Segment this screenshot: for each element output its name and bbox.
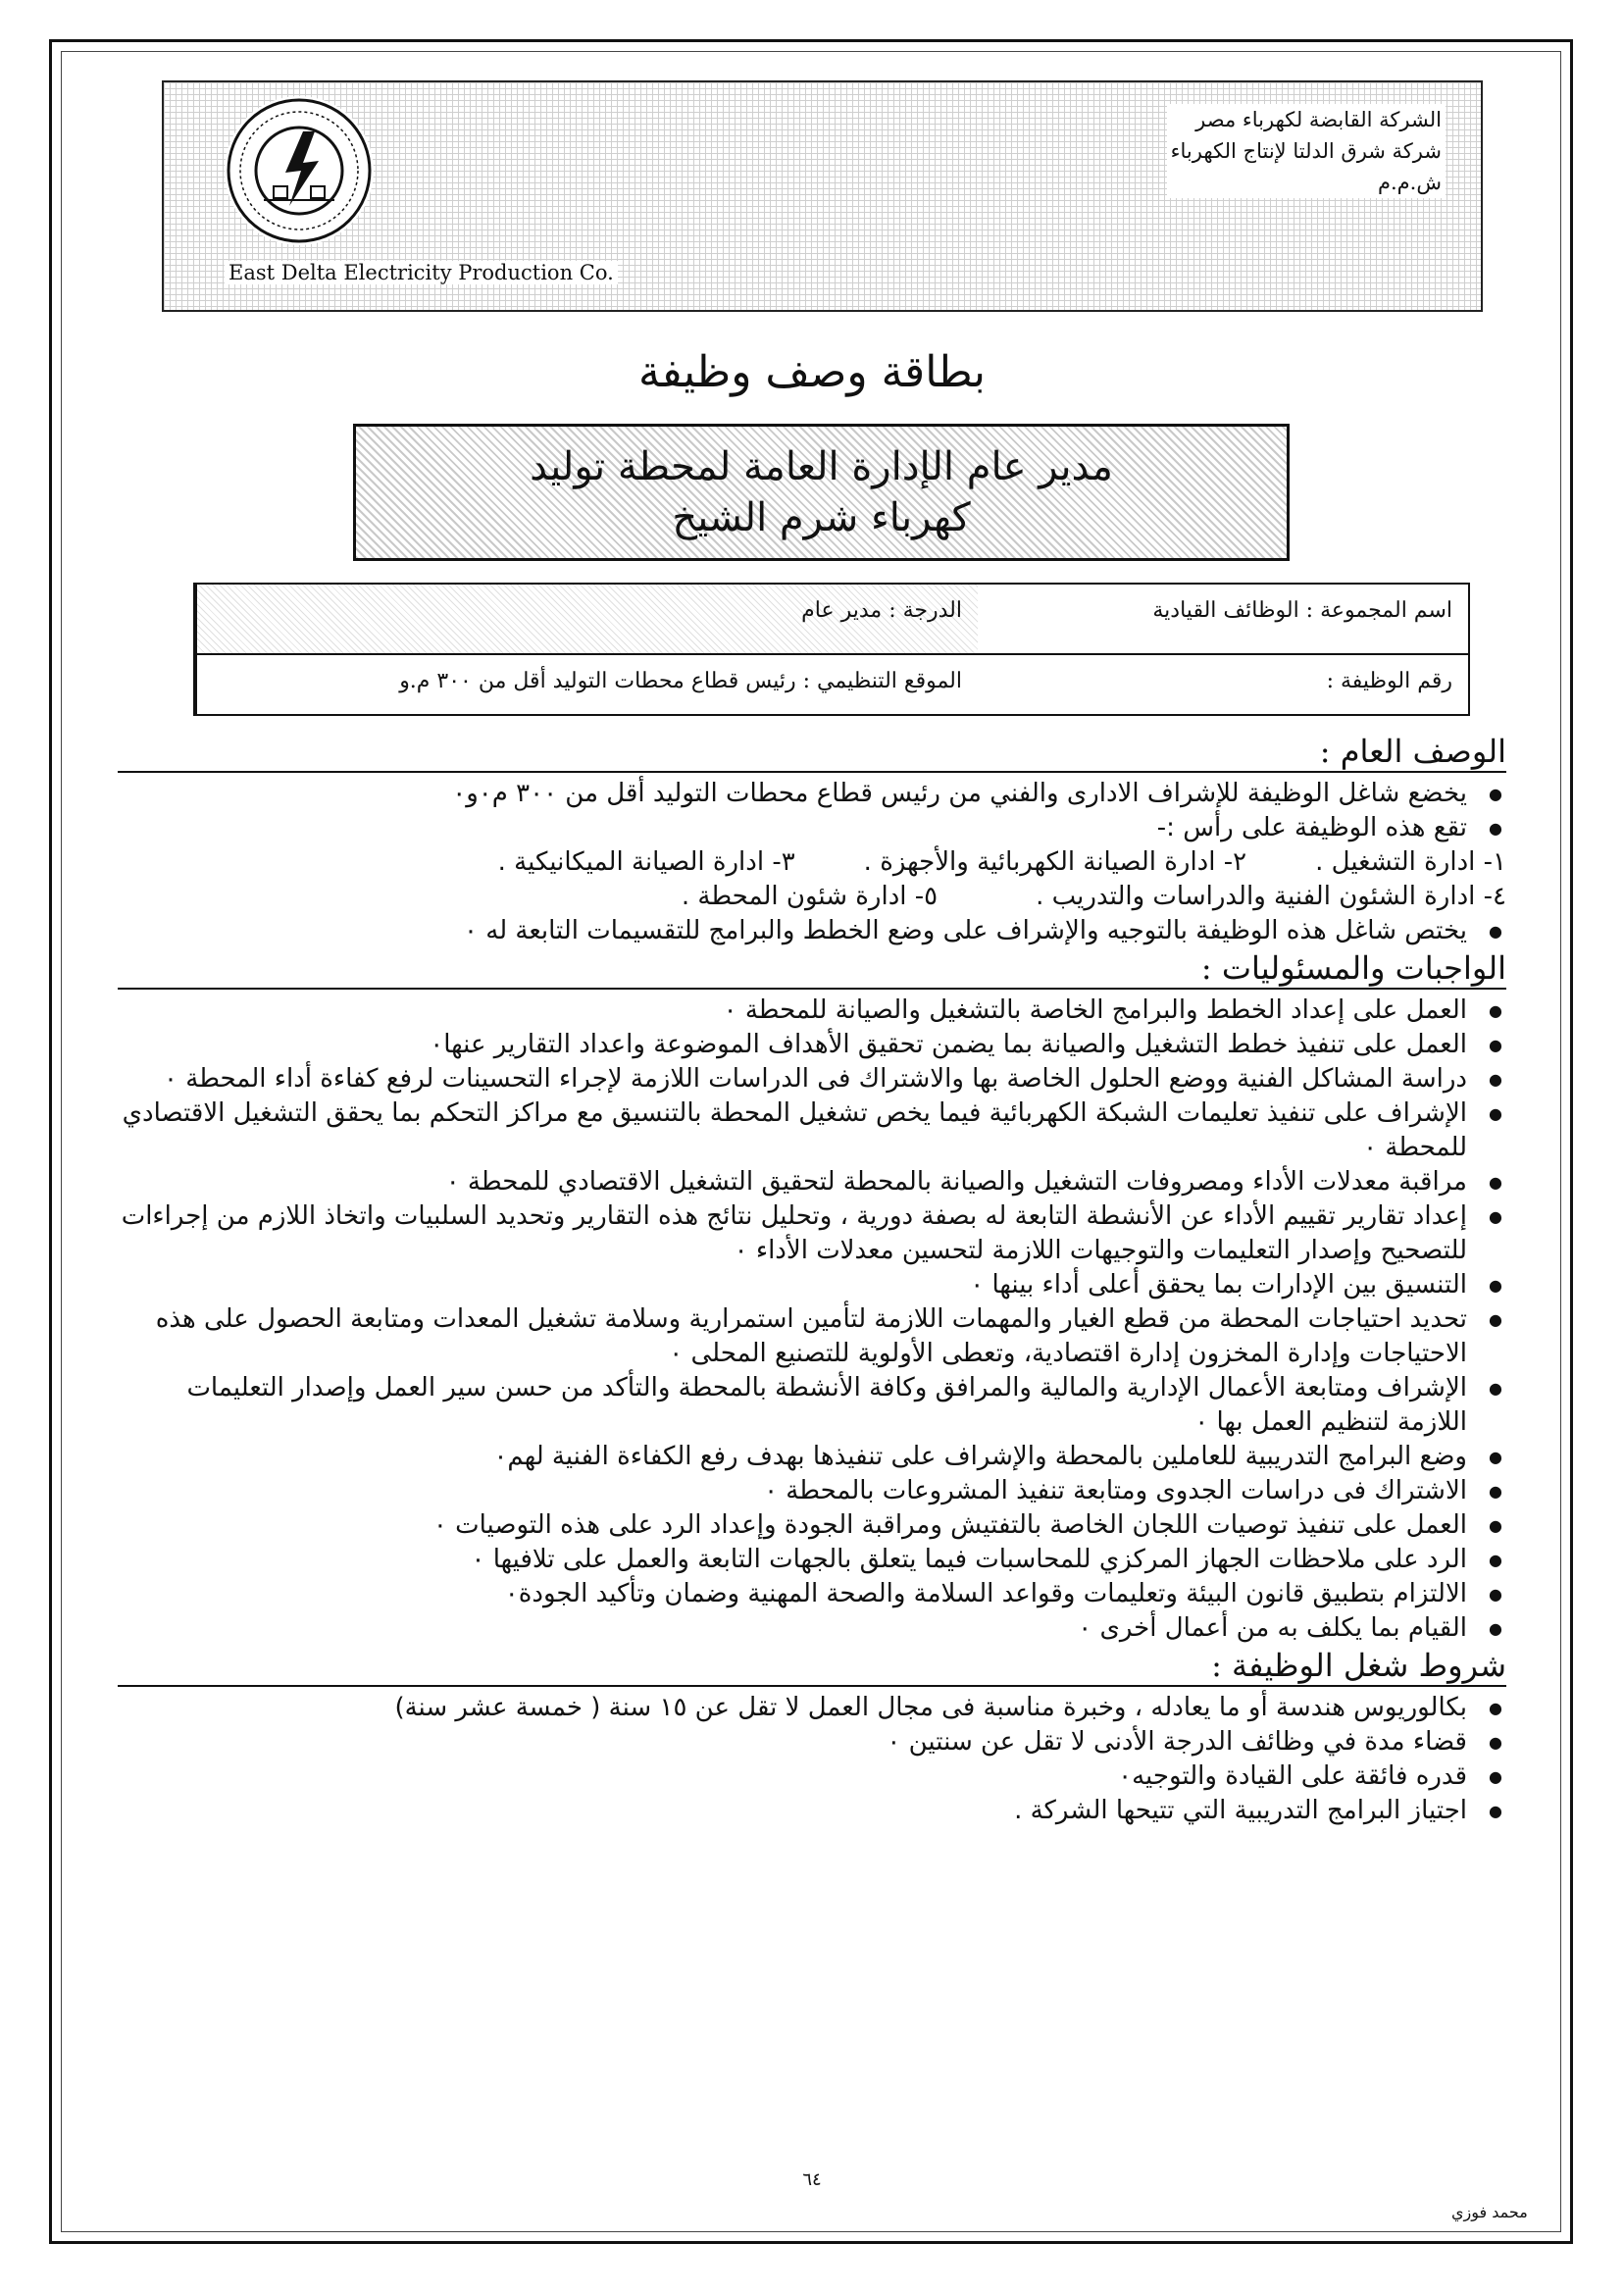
job-title-line-1: مدير عام الإدارة العامة لمحطة توليد — [530, 444, 1113, 489]
grade-label: الدرجة — [902, 598, 962, 623]
job-title-box — [353, 424, 1290, 561]
duty-item: ● التنسيق بين الإدارات بما يحقق أعلى أداء بينها ٠ — [118, 1268, 1506, 1302]
group-cell — [978, 585, 1468, 655]
departments-row-1 — [118, 845, 1506, 880]
duty-item: ● وضع البرامج التدريبية للعاملين بالمحطة والإشراف على تنفيذها بهدف رفع الكفاءة الفنية لهم٠ — [118, 1440, 1506, 1474]
group-text: اسم المجموعة : الوظائف القيادية — [1152, 598, 1452, 623]
job-title-line-2: كهرباء شرم الشيخ — [672, 495, 971, 540]
list-item: ● يخضع شاغل الوظيفة للإشراف الادارى والفني من رئيس قطاع محطات التوليد أقل من ٣٠٠ م٠و٠ — [118, 777, 1506, 811]
company-name-english: East Delta Electricity Production Co. — [225, 261, 618, 284]
department-item: ٣- ادارة الصيانة الميكانيكية . — [497, 847, 795, 877]
duties-heading: الواجبات والمسئوليات : — [118, 948, 1506, 990]
duty-item: ● الإشراف على تنفيذ تعليمات الشبكة الكهربائية فيما يخص تشغيل المحطة بالتنسيق مع مراكز التحكم بما يحقق التشغيل الاقتصادي للمحطة ٠ — [118, 1096, 1506, 1165]
department-item: ٢- ادارة الصيانة الكهربائية والأجهزة . — [863, 847, 1247, 877]
department-item: ١- ادارة التشغيل . — [1315, 847, 1506, 877]
duty-item: ● القيام بما يكلف به من أعمال أخرى ٠ — [118, 1611, 1506, 1646]
duty-item: ● الالتزام بتطبيق قانون البيئة وتعليمات وقواعد السلامة والصحة المهنية وضمان وتأكيد الجودة٠ — [118, 1577, 1506, 1611]
requirement-item: ● اجتياز البرامج التدريبية التي تتيحها الشركة . — [118, 1794, 1506, 1828]
document-title: بطاقة وصف وظيفة — [638, 347, 986, 397]
job-number-label: رقم الوظيفة : — [1326, 669, 1452, 693]
grade-cell — [195, 585, 978, 655]
job-title — [530, 441, 1113, 543]
duty-item: ● العمل على تنفيذ خطط التشغيل والصيانة بما يضمن تحقيق الأهداف الموضوعة واعداد التقارير عنها٠ — [118, 1028, 1506, 1062]
duty-item: ● العمل على إعداد الخطط والبرامج الخاصة بالتشغيل والصيانة للمحطة ٠ — [118, 994, 1506, 1028]
grade-value: : مدير عام — [801, 598, 896, 623]
position-label: الموقع التنظيمي — [817, 669, 962, 693]
departments-row-2 — [118, 880, 1506, 914]
holding-company: الشركة القابضة لكهرباء مصر — [1195, 108, 1442, 131]
position-value: : رئيس قطاع محطات التوليد أقل من ٣٠٠ م.و — [399, 669, 811, 693]
list-item: ● يختص شاغل هذه الوظيفة بالتوجيه والإشراف على وضع الخطط والبرامج للتقسيمات التابعة له ٠ — [118, 914, 1506, 948]
duty-item: ● الإشراف ومتابعة الأعمال الإدارية والمالية والمرافق وكافة الأنشطة بالمحطة والتأكد من حسن سير العمل وإصدار التعليمات اللازمة لتنظيم العمل بها ٠ — [118, 1371, 1506, 1440]
requirements-heading: شروط شغل الوظيفة : — [118, 1646, 1506, 1687]
duty-item: ● إعداد تقارير تقييم الأداء عن الأنشطة التابعة له بصفة دورية ، وتحليل نتائج هذه التقارير وتحديد السلبيات واتخاذ اللازم من إجراءات للتصحيح وإصدار التعليمات والتوجيهات اللازمة لتحسين معدلات الأداء ٠ — [118, 1199, 1506, 1268]
position-cell — [195, 655, 978, 714]
signature: محمد فوزي — [1451, 2203, 1528, 2221]
duty-item: ● دراسة المشاكل الفنية ووضع الحلول الخاصة بها والاشتراك فى الدراسات اللازمة لإجراء التحسينات لرفع كفاءة أداء المحطة ٠ — [118, 1062, 1506, 1096]
company-type: ش.م.م — [1378, 171, 1442, 194]
page-number: ٦٤ — [802, 2169, 822, 2190]
company-logo-icon — [225, 96, 374, 245]
company-name-arabic — [1167, 104, 1446, 198]
job-number-cell — [978, 655, 1468, 714]
document-body — [118, 732, 1506, 1828]
department-item: ٤- ادارة الشئون الفنية والدراسات والتدريب . — [1036, 882, 1506, 911]
company-logo — [225, 96, 374, 245]
duty-item: ● تحديد احتياجات المحطة من قطع الغيار والمهمات اللازمة لتأمين استمرارية وسلامة تشغيل المعدات ومتابعة الحصول على هذه الاحتياجات وإدارة المخزون إدارة اقتصادية، وتعطى الأولوية للتصنيع المحلى ٠ — [118, 1302, 1506, 1371]
company-name-ar: شركة شرق الدلتا لإنتاج الكهرباء — [1170, 139, 1442, 163]
duty-item: ● الرد على ملاحظات الجهاز المركزي للمحاسبات فيما يتعلق بالجهات التابعة والعمل على تلافيها ٠ — [118, 1543, 1506, 1577]
letterhead — [162, 80, 1483, 312]
duty-item: ● العمل على تنفيذ توصيات اللجان الخاصة بالتفتيش ومراقبة الجودة وإعداد الرد على هذه التوصيات ٠ — [118, 1508, 1506, 1543]
duty-item: ● الاشتراك فى دراسات الجدوى ومتابعة تنفيذ المشروعات بالمحطة ٠ — [118, 1474, 1506, 1508]
requirement-item: ● قضاء مدة في وظائف الدرجة الأدنى لا تقل عن سنتين ٠ — [118, 1725, 1506, 1759]
list-item: ● تقع هذه الوظيفة على رأس :- — [118, 811, 1506, 845]
requirement-item: ● قدره فائقة على القيادة والتوجيه٠ — [118, 1759, 1506, 1794]
department-item: ٥- ادارة شئون المحطة . — [681, 882, 939, 911]
duty-item: ● مراقبة معدلات الأداء ومصروفات التشغيل والصيانة بالمحطة لتحقيق التشغيل الاقتصادي للمحطة ٠ — [118, 1165, 1506, 1199]
general-description-heading: الوصف العام : — [118, 732, 1506, 773]
requirement-item: ● بكالوريوس هندسة أو ما يعادله ، وخبرة مناسبة فى مجال العمل لا تقل عن ١٥ سنة ( خمسة عشر سنة) — [118, 1691, 1506, 1725]
job-info-table — [193, 583, 1470, 716]
